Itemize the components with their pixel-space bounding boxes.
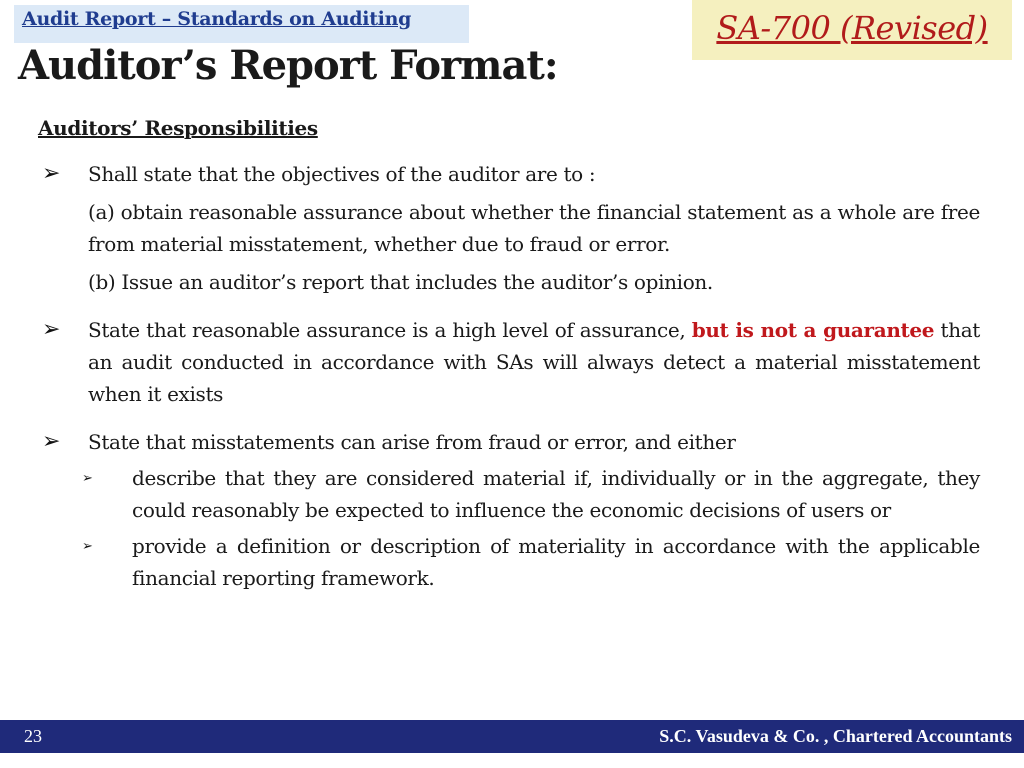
arrow-bullet-icon: ➢ — [42, 317, 61, 342]
firm-name: S.C. Vasudeva & Co. , Chartered Accountants — [659, 726, 1012, 746]
sub-bullet-text: provide a definition or description of materiality in accordance with the applicable financial reporting framework. — [132, 534, 980, 590]
emphasis-text: but is not a guarantee — [691, 318, 935, 342]
sub-bullet-text: describe that they are considered material if, individually or in the aggregate, they could reasonably be expected to influence the economic decisions of users or — [132, 466, 980, 522]
sub-paragraph-b: (b) Issue an auditor’s report that includes the auditor’s opinion. — [88, 270, 713, 294]
bullet-misstatements — [38, 426, 980, 458]
bullet-reasonable-assurance — [38, 314, 980, 410]
page-title: Auditor’s Report Format: — [18, 42, 558, 89]
section-tag: Audit Report – Standards on Auditing — [14, 5, 469, 43]
small-arrow-bullet-icon: ➢ — [82, 471, 93, 486]
bullet-text-before: State that reasonable assurance is a high level of assurance, — [88, 318, 692, 342]
sub-bullet-describe — [38, 462, 980, 526]
sub-paragraph-a: (a) obtain reasonable assurance about whether the financial statement as a whole are free from material misstatement, whether due to fraud or error. — [88, 200, 980, 256]
bullet-objectives — [38, 158, 980, 190]
bullet-text: Shall state that the objectives of the auditor are to : — [88, 162, 596, 186]
arrow-bullet-icon: ➢ — [42, 161, 61, 186]
arrow-bullet-icon: ➢ — [42, 429, 61, 454]
page-number: 23 — [24, 726, 42, 746]
standard-badge: SA-700 (Revised) — [692, 0, 1012, 60]
slide-content — [38, 112, 980, 594]
footer-bar — [0, 720, 1024, 753]
sub-bullet-definition — [38, 530, 980, 594]
bullet-text: State that misstatements can arise from fraud or error, and either — [88, 430, 736, 454]
small-arrow-bullet-icon: ➢ — [82, 539, 93, 554]
section-heading: Auditors’ Responsibilities — [38, 116, 318, 140]
bullet-text-after: that an audit conducted in accordance with SAs will always detect a material misstatement when it exists — [88, 318, 980, 406]
